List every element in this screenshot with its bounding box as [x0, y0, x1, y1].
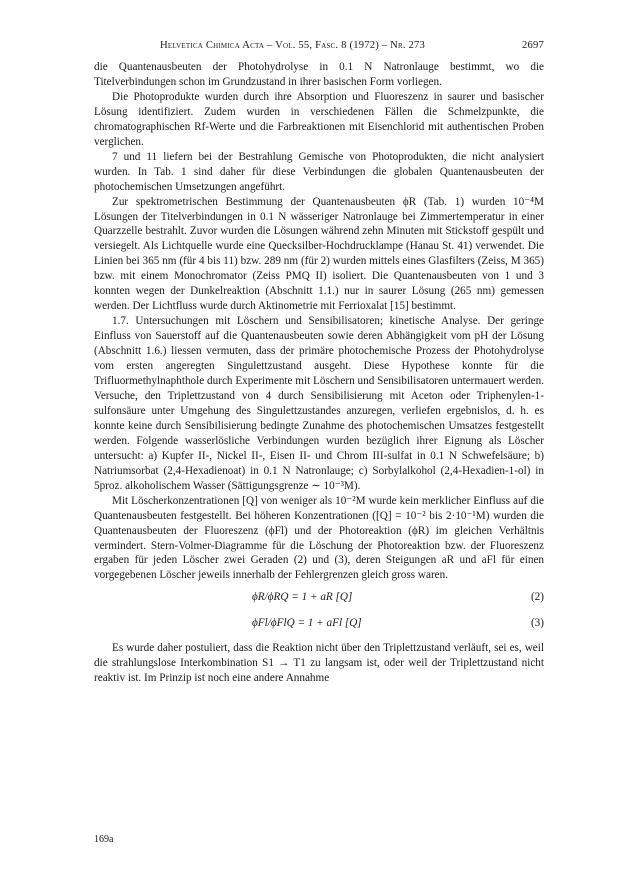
equation-number: (2)	[530, 591, 544, 604]
equation-text: ϕFl/ϕFlQ = 1 + aFl [Q]	[252, 617, 362, 630]
paragraph: 7 und 11 liefern bei der Bestrahlung Gemische von Photoprodukten, die nicht analysiert wurden. In Tab. 1 sind daher für diese Verbindungen die globalen Quantenausbeuten der photochemischen Umsetzungen angeführt.	[94, 150, 544, 193]
equation-text: ϕR/ϕRQ = 1 + aR [Q]	[252, 591, 353, 604]
page-number: 2697	[522, 40, 544, 51]
paragraph: Es wurde daher postuliert, dass die Reaktion nicht über den Triplettzustand verläuft, sei es, weil die strahlungslose Interkombination S1 → T1 zu langsam ist, oder weil der Triplettzustand nicht reaktiv ist. Im Prinzip ist noch eine andere Annahme	[94, 642, 544, 685]
section-paragraph: 1.7. Untersuchungen mit Löschern und Sensibilisatoren; kinetische Analyse. Der geringe Einfluss von Sauerstoff auf die Quantenausbeuten sowie deren Abhängigkeit vom pH der Lösung (Abschnitt 1.6.) liessen vermuten, dass der primäre photochemische Prozess der Photohydrolyse vom ersten angeregten Singulettzustand ausgeht. Diese Hypothese konnte für die Trifluormethylnaphthole durch Experimente mit Löschern und Sensibilisatoren untermauert werden. Versuche, den Triplettzustand von 4 durch Sensibilisierung mit Aceton oder Triphenylen-1-sulfonsäure unter Umgehung des Singulettzustandes anzuregen, verliefen ergebnislos, d. h. es konnte keine durch Sensibilisierung bedingte Zunahme des photochemischen Umsatzes festgestellt werden. Folgende wasserlösliche Verbindungen wurden bezüglich ihrer Eignung als Löscher untersucht: a) Kupfer II-, Nickel II-, Eisen II- und Chrom III-sulfat in 0.1 N Schwefelsäure; b) Natriumsorbat (2,4-Hexadienoat) in 0.1 N Natronlauge; c) Sorbylalkohol (2,4-Hexadien-1-ol) in 5proz. alkoholischem Wasser (Sättigungsgrenze ∼ 10⁻³M).	[94, 315, 544, 492]
article-body	[94, 60, 544, 686]
equation-2	[94, 587, 544, 609]
journal-citation: Helvetica Chimica Acta – Vol. 55, Fasc. 8 (1972) – Nr. 273	[160, 40, 426, 51]
equation-number: (3)	[530, 617, 544, 630]
signature-mark: 169a	[94, 834, 114, 845]
paragraph: Zur spektrometrischen Bestimmung der Quantenausbeuten ϕR (Tab. 1) wurden 10⁻⁴M Lösungen der Titelverbindungen in 0.1 N wässeriger Natronlauge bei Zimmertemperatur in einer Quarzzelle bestrahlt. Zuvor wurden die Lösungen während zehn Minuten mit Stickstoff gespült und versiegelt. Als Lichtquelle wurde eine Quecksilber-Hochdrucklampe (Hanau St. 41) verwendet. Die Linien bei 365 nm (für 4 bis 11) bzw. 289 nm (für 2) wurden mittels eines Glasfilters (Zeiss, M 365) bzw. mit einem Monochromator (Zeiss PMQ II) isoliert. Die Quantenausbeuten von 1 und 3 konnten wegen der Dunkelreaktion (Abschnitt 1.1.) nur in saurer Lösung (265 nm) gemessen werden. Der Lichtfluss wurde durch Aktinometrie mit Ferrioxalat [15] bestimmt.	[94, 195, 544, 313]
paragraph: die Quantenausbeuten der Photohydrolyse in 0.1 N Natronlauge bestimmt, wo die Titelverbindungen schon im Grundzustand in ihrer basischen Form vorliegen.	[94, 61, 544, 88]
equation-3	[94, 613, 544, 635]
paragraph: Die Photoprodukte wurden durch ihre Absorption und Fluoreszenz in saurer und basischer Lösung identifiziert. Zudem wurden in verschiedenen Fällen die Schmelzpunkte, die chromatographischen Rf-Werte und die Farbreaktionen mit Eisenchlorid mit authentischen Proben verglichen.	[94, 90, 544, 148]
paragraph: Mit Löscherkonzentrationen [Q] von weniger als 10⁻²M wurde kein merklicher Einfluss auf die Quantenausbeuten festgestellt. Bei höheren Konzentrationen ([Q] = 10⁻² bis 2·10⁻¹M) wurden die Quantenausbeuten der Fluoreszenz (ϕFl) und der Photoreaktion (ϕR) im gleichen Verhältnis vermindert. Stern-Volmer-Diagramme für die Löschung der Photoreaktion bzw. der Fluoreszenz ergaben für jeden Löscher zwei Geraden (2) und (3), deren Steigungen aR und aFl für einen vorgegebenen Löscher jeweils innerhalb der Fehlergrenzen gleich gross waren.	[94, 494, 544, 582]
